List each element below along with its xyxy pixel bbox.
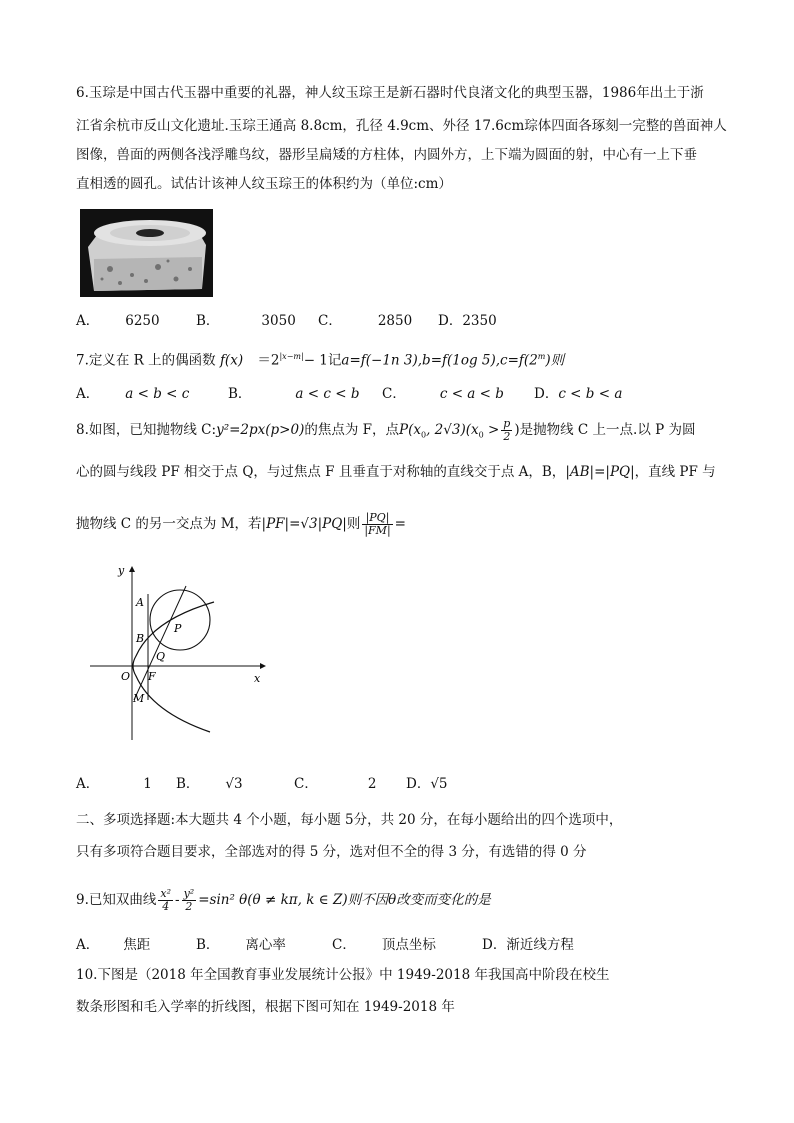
label-a: A: [136, 596, 144, 609]
label-b: B: [136, 632, 145, 645]
q7-option-b[interactable]: [228, 385, 359, 403]
q8-math: |AB|=|PQ|: [565, 464, 635, 480]
option-text: 离心率: [245, 937, 286, 953]
option-letter: C．: [382, 386, 406, 402]
fraction-denominator: 2: [185, 900, 193, 913]
q9-option-d[interactable]: [482, 936, 574, 954]
fraction-numerator: x²: [160, 887, 172, 900]
q10-line1: 10.下图是（2018 年全国教育事业发展统计公报》中 1949-2018 年我国高中阶段在校生: [76, 967, 610, 983]
q8-text: 则: [346, 516, 361, 532]
q7-suffix: )则: [545, 352, 565, 369]
q8-sub: 0: [420, 430, 427, 440]
q6-option-b[interactable]: [196, 312, 296, 330]
fraction-denominator: |FM|: [364, 524, 391, 537]
option-letter: A．: [76, 776, 100, 792]
fraction-numerator: y²: [183, 887, 195, 900]
option-text: 2350: [462, 313, 497, 329]
option-text: c < a < b: [439, 386, 504, 402]
jade-cong-photo: [80, 209, 213, 297]
parabola-diagram: [82, 560, 272, 750]
q7-defs-exp: m: [537, 352, 546, 361]
section2-line1: 二、多项选择题:本大题共 4 个小题，每小题 5分，共 20 分，在每小题给出的四个选项中，: [76, 812, 623, 828]
option-text: 顶点坐标: [381, 937, 436, 953]
q8-option-d[interactable]: [406, 775, 448, 793]
q6-option-d[interactable]: [438, 312, 497, 330]
q7-defs: a=f(−1n 3),b=f(1og 5),c=f(2: [341, 352, 538, 369]
q9-rest: =sin² θ(θ ≠ kπ, k ∈ Z)则不因θ改变而变化的是: [198, 892, 491, 908]
q8-math: P(x: [399, 422, 421, 438]
option-letter: D．: [482, 937, 507, 953]
option-text: c < b < a: [558, 386, 623, 402]
q8-line3: [76, 512, 406, 537]
q8-math: , 2√3)(x: [426, 422, 479, 438]
option-letter: B．: [196, 313, 220, 329]
q8-line2: [76, 463, 716, 481]
option-text: 1: [143, 776, 152, 792]
q7-fx: f(x): [219, 352, 244, 369]
y-axis-arrow: [129, 566, 135, 572]
q8-option-b[interactable]: [176, 775, 243, 793]
q9-prefix: 9.已知双曲线: [76, 892, 157, 908]
option-letter: A．: [76, 386, 100, 402]
option-letter: C．: [332, 937, 356, 953]
q7-eq: ＝2: [257, 352, 280, 369]
q10-line2: 数条形图和毛入学率的折线图，根据下图可知在 1949-2018 年: [76, 999, 455, 1015]
option-text: 6250: [125, 313, 160, 329]
q8-fraction: [362, 512, 392, 537]
q9-fraction-x: [158, 888, 173, 913]
q8-sub: 0: [478, 430, 484, 440]
q9-minus: -: [175, 892, 180, 908]
q7-option-a[interactable]: [76, 385, 189, 403]
fraction-numerator: p: [503, 417, 511, 430]
q8-text: 心的圆与线段 PF 相交于点 Q，与过焦点 F 且垂直于对称轴的直线交于点 A，B，: [76, 464, 566, 480]
q7-option-c[interactable]: [382, 385, 504, 403]
q8-math: >: [483, 422, 500, 438]
q6-option-c[interactable]: [318, 312, 412, 330]
q8-text: )是抛物线 C 上一点.以 P 为圆: [514, 422, 696, 438]
q9-fraction-y: [182, 888, 197, 913]
q8-option-c[interactable]: [294, 775, 376, 793]
option-text: a < c < b: [295, 386, 360, 402]
fraction-numerator: |PQ|: [362, 512, 392, 525]
label-o: O: [121, 670, 131, 683]
option-letter: A．: [76, 313, 100, 329]
q7-mid: − 1记: [303, 352, 342, 369]
label-x: x: [254, 672, 261, 685]
option-letter: C．: [294, 776, 318, 792]
q9-option-a[interactable]: [76, 936, 150, 954]
q9-option-c[interactable]: [332, 936, 436, 954]
q7-stem: [76, 348, 564, 370]
label-p: P: [174, 622, 182, 635]
option-letter: A．: [76, 937, 100, 953]
q9-option-b[interactable]: [196, 936, 286, 954]
q8-fraction: [501, 418, 512, 443]
q8-math: y²=2px(p>0): [216, 422, 305, 438]
option-text: √3: [225, 776, 243, 792]
option-text: √5: [430, 776, 448, 792]
q6-line4: 直相透的圆孔。试估计该神人纹玉琮王的体积约为（单位:cm）: [76, 176, 452, 192]
section2-line2: 只有多项符合题目要求，全部选对的得 5 分，选对但不全的得 3 分，有选错的得 0 分: [76, 844, 587, 860]
q9-stem: [76, 888, 491, 913]
q8-text: 8.如图，已知抛物线 C:: [76, 422, 217, 438]
option-text: 2: [367, 776, 377, 792]
label-f: F: [148, 670, 156, 683]
q8-math: |PF|=√3|PQ|: [261, 516, 347, 532]
option-letter: B．: [228, 386, 252, 402]
option-text: 3050: [261, 313, 296, 329]
x-axis-arrow: [260, 663, 266, 669]
option-text: 焦距: [123, 937, 151, 953]
q6-line3: 图像，兽面的两侧各浅浮雕鸟纹，器形呈扁矮的方柱体，内圆外方，上下端为圆面的射，中心有一上下垂: [76, 147, 697, 163]
q8-option-a[interactable]: [76, 775, 152, 793]
option-letter: B．: [176, 776, 200, 792]
label-m: M: [133, 692, 145, 705]
q8-line1: [76, 418, 695, 445]
q8-text: 的焦点为 F，点: [304, 422, 400, 438]
option-letter: D．: [406, 776, 431, 792]
q7-prefix: 7.定义在 R 上的偶函数: [76, 352, 216, 369]
q8-text: ，直线 PF 与: [634, 464, 716, 480]
option-text: 渐近线方程: [506, 937, 574, 953]
option-text: 2850: [377, 313, 413, 329]
fraction-denominator: 2: [503, 430, 511, 443]
fraction-denominator: 4: [162, 900, 170, 913]
label-y: y: [118, 564, 125, 577]
option-letter: C．: [318, 313, 342, 329]
q7-exp: |x−m|: [279, 352, 304, 361]
q7-option-d[interactable]: [534, 385, 622, 403]
q6-line1: 6.玉琮是中国古代玉器中重要的礼器，神人纹玉琮王是新石器时代良渚文化的典型玉器，1986年出土于浙: [76, 85, 704, 101]
q6-line2: 江省余杭市反山文化遗址.玉琮王通高 8.8cm，孔径 4.9cm、外径 17.6cm琮体四面各琢刻一完整的兽面神人: [76, 118, 727, 134]
q6-option-a[interactable]: [76, 312, 160, 330]
q8-text: 抛物线 C 的另一交点为 M，若: [76, 516, 262, 532]
q8-text: =: [394, 516, 406, 532]
option-letter: D．: [534, 386, 559, 402]
option-text: a < b < c: [125, 386, 190, 402]
option-letter: B．: [196, 937, 220, 953]
label-q: Q: [156, 650, 166, 663]
option-letter: D．: [438, 313, 463, 329]
